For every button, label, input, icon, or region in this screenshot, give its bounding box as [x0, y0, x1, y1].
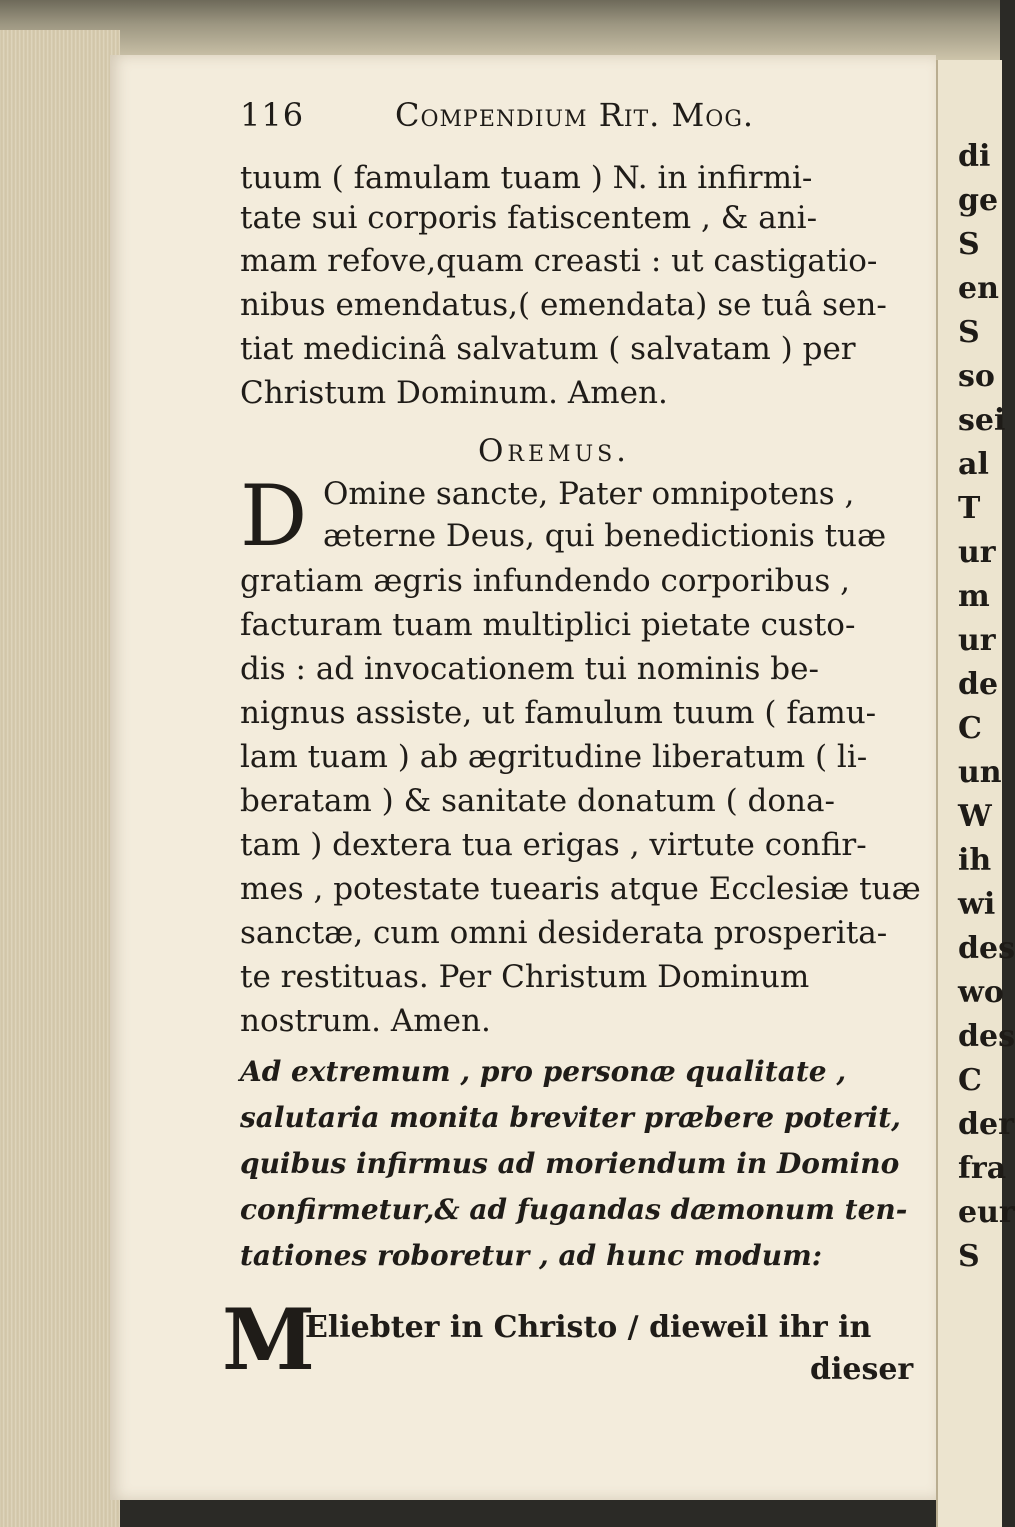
- facing-page-fragment: C: [958, 1063, 982, 1098]
- text-line: tate sui corporis fatiscentem , & ani-: [240, 200, 818, 236]
- text-line: Christum Dominum. Amen.: [240, 375, 668, 411]
- rubric-line: Ad extremum , pro personæ qualitate ,: [240, 1055, 847, 1088]
- facing-page-fragment: ge: [958, 183, 999, 218]
- facing-page-fragment: di: [958, 139, 991, 174]
- text-line: nostrum. Amen.: [240, 1003, 491, 1039]
- facing-page-fragment: so: [958, 359, 995, 394]
- fraktur-line: Eliebter in Christo / dieweil ihr in: [305, 1310, 872, 1345]
- facing-page-fragment: al: [958, 447, 989, 482]
- page-number: 116: [240, 96, 305, 134]
- facing-page-fragment: fra: [958, 1151, 1007, 1186]
- facing-page-fragment: ih: [958, 843, 992, 878]
- text-line: nignus assiste, ut famulum tuum ( famu-: [240, 695, 877, 731]
- facing-page: [936, 60, 1015, 1527]
- facing-page-fragment: wi: [958, 887, 996, 922]
- text-line: tam ) dextera tua erigas , virtute confir-: [240, 827, 867, 863]
- page-stack-edge: [0, 30, 120, 1527]
- facing-page-fragment: ur: [958, 535, 996, 570]
- text-line: æterne Deus, qui benedictionis tuæ: [323, 518, 887, 554]
- text-line: lam tuam ) ab ægritudine liberatum ( li-: [240, 739, 868, 775]
- drop-cap: D: [240, 467, 308, 565]
- facing-page-fragment: m: [958, 579, 990, 614]
- facing-page-fragment: en: [958, 271, 999, 306]
- text-line: dis : ad invocationem tui nominis be-: [240, 651, 819, 687]
- rubric-line: salutaria monita breviter præbere poterit,: [240, 1101, 901, 1134]
- facing-page-fragment: des: [958, 1019, 1015, 1054]
- running-title: Compendium Rit. Mog.: [395, 96, 755, 134]
- text-line: te restituas. Per Christum Dominum: [240, 959, 810, 995]
- rubric-line: quibus infirmus ad moriendum in Domino: [240, 1147, 900, 1180]
- text-line: tuum ( famulam tuam ) N. in infirmi-: [240, 160, 813, 196]
- facing-page-fragment: W: [958, 799, 992, 834]
- rubric-line: confirmetur,& ad fugandas dæmonum ten-: [240, 1193, 908, 1226]
- facing-page-fragment: wo: [958, 975, 1004, 1010]
- book-top-edge: [0, 0, 1000, 60]
- text-line: sanctæ, cum omni desiderata prosperita-: [240, 915, 888, 951]
- text-line: Omine sancte, Pater omnipotens ,: [323, 476, 855, 512]
- facing-page-fragment: de: [958, 667, 999, 702]
- page-header: [240, 96, 840, 136]
- text-line: nibus emendatus,( emendata) se tuâ sen-: [240, 287, 887, 323]
- facing-page-fragment: sei: [958, 403, 1006, 438]
- text-line: mam refove,quam creasti : ut castigatio-: [240, 243, 878, 279]
- fraktur-drop-cap: M: [222, 1290, 315, 1389]
- facing-page-fragment: ur: [958, 623, 996, 658]
- facing-page-fragment: C: [958, 711, 982, 746]
- oremus-heading: Oremus.: [478, 433, 631, 469]
- rubric-line: tationes roboretur , ad hunc modum:: [240, 1239, 823, 1272]
- text-line: mes , potestate tuearis atque Ecclesiæ tuæ: [240, 871, 921, 907]
- fraktur-line: dieser: [810, 1352, 914, 1387]
- text-line: gratiam ægris infundendo corporibus ,: [240, 563, 851, 599]
- facing-page-fragment: S: [958, 1239, 980, 1274]
- facing-page-fragment: S: [958, 315, 980, 350]
- text-line: beratam ) & sanitate donatum ( dona-: [240, 783, 835, 819]
- facing-page-fragment: eur: [958, 1195, 1015, 1230]
- facing-page-fragment: des: [958, 931, 1015, 966]
- facing-page-fragment: T: [958, 491, 981, 526]
- text-line: facturam tuam multiplici pietate custo-: [240, 607, 856, 643]
- facing-page-fragment: S: [958, 227, 980, 262]
- facing-page-fragment: der: [958, 1107, 1014, 1142]
- facing-page-fragment: un: [958, 755, 1002, 790]
- text-line: tiat medicinâ salvatum ( salvatam ) per: [240, 331, 856, 367]
